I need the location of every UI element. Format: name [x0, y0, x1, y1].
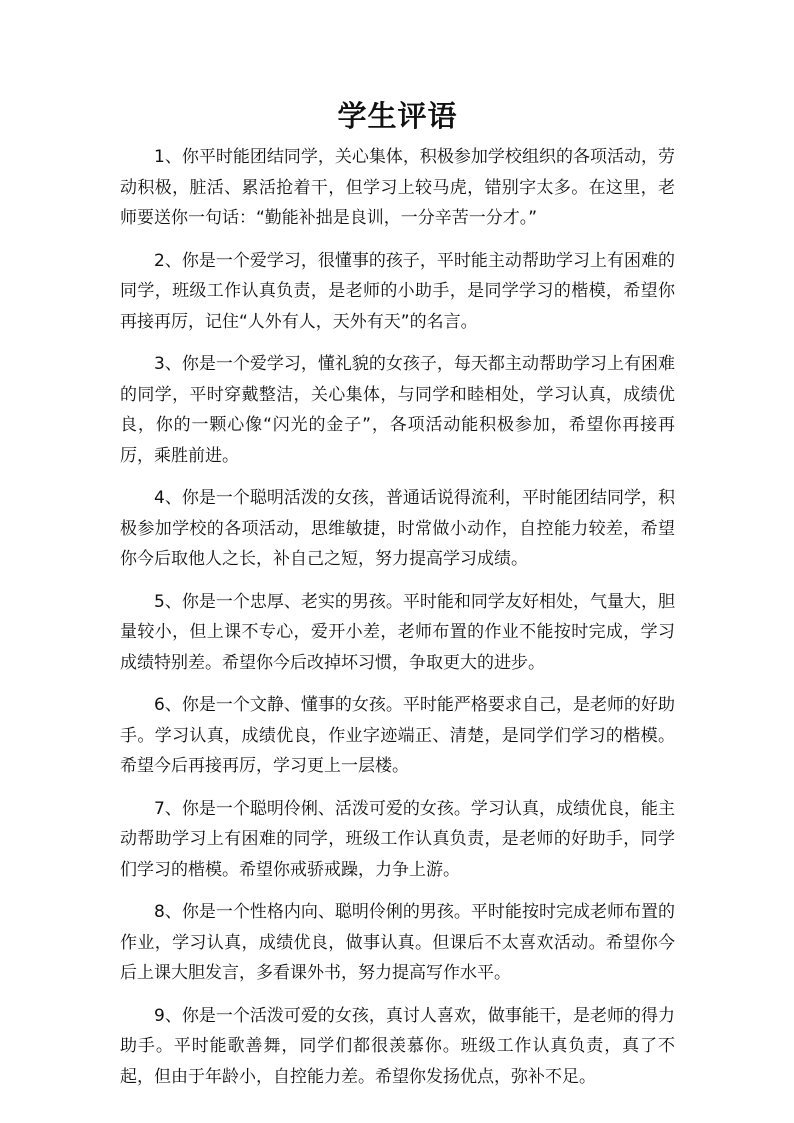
comment-paragraph-6: 6、你是一个文静、懂事的女孩。平时能严格要求自己，是老师的好助手。学习认真，成绩优良，作业字迹端正、清楚，是同学们学习的楷模。希望今后再接再厉，学习更上一层楼。 — [120, 695, 675, 776]
comment-paragraph-7: 7、你是一个聪明伶俐、活泼可爱的女孩。学习认真，成绩优良，能主动帮助学习上有困难的同学，班级工作认真负责，是老师的好助手，同学们学习的楷模。希望你戒骄戒躁，力争上游。 — [120, 798, 675, 880]
document-page — [120, 96, 675, 1104]
document-title: 学生评语 — [337, 99, 458, 133]
comment-paragraph-4: 4、你是一个聪明活泼的女孩，普通话说得流利，平时能团结同学，积极参加学校的各项活动，思维敏捷，时常做小动作，自控能力较差，希望你今后取他人之长，补自己之短，努力提高学习成绩。 — [120, 488, 675, 569]
comment-paragraph-2: 2、你是一个爱学习，很懂事的孩子，平时能主动帮助学习上有困难的同学，班级工作认真负责，是老师的小助手，是同学学习的楷模，希望你再接再厉，记住“人外有人，天外有天”的名言。 — [120, 250, 675, 332]
comment-paragraph-3: 3、你是一个爱学习，懂礼貌的女孩子，每天都主动帮助学习上有困难的同学，平时穿戴整洁，关心集体，与同学和睦相处，学习认真，成绩优良，你的一颗心像“闪光的金子”，各项活动能积极参加，希望你再接再厉，乘胜前进。 — [120, 354, 675, 466]
comment-paragraph-1: 1、你平时能团结同学，关心集体，积极参加学校组织的各项活动，劳动积极，脏活、累活抢着干，但学习上较马虎，错别字太多。在这里，老师要送你一句话：“勤能补拙是良训，一分辛苦一分才。” — [120, 147, 675, 228]
comment-paragraph-8: 8、你是一个性格内向、聪明伶俐的男孩。平时能按时完成老师布置的作业，学习认真，成绩优良，做事认真。但课后不太喜欢活动。希望你今后上课大胆发言，多看课外书，努力提高写作水平。 — [120, 902, 675, 983]
comment-paragraph-9: 9、你是一个活泼可爱的女孩，真讨人喜欢，做事能干，是老师的得力助手。平时能歌善舞，同学们都很羡慕你。班级工作认真负责，真了不起，但由于年龄小，自控能力差。希望你发扬优点，弥补不足。 — [120, 1005, 675, 1087]
comment-paragraph-5: 5、你是一个忠厚、老实的男孩。平时能和同学友好相处，气量大，胆量较小，但上课不专心，爱开小差，老师布置的作业不能按时完成，学习成绩特别差。希望你今后改掉坏习惯，争取更大的进步。 — [120, 591, 675, 673]
